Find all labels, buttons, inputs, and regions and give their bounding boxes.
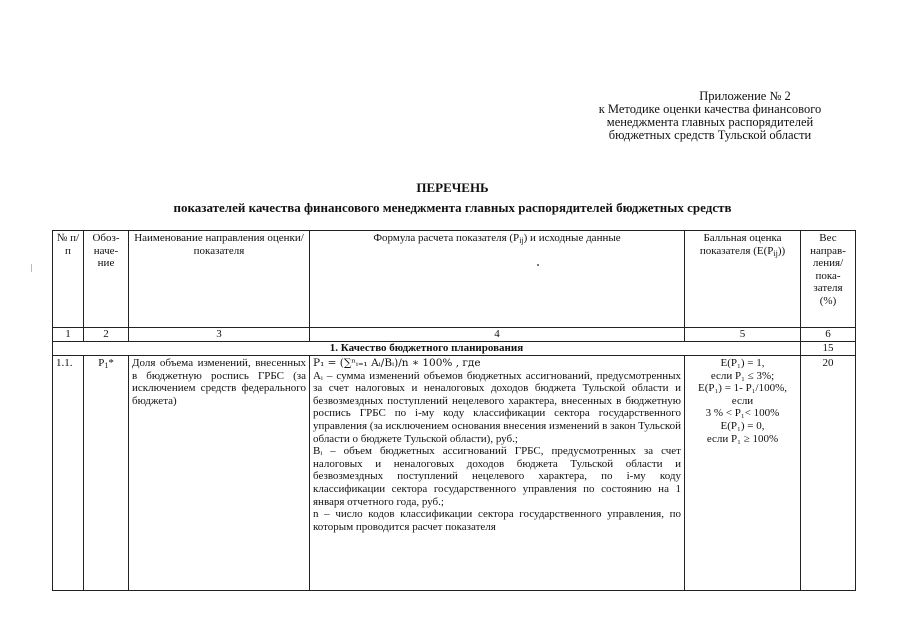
row-weight: 20 — [801, 356, 856, 591]
header-score — [685, 231, 801, 328]
row-code-letter: P — [98, 357, 105, 369]
score-line-1: E(P₁) = 1, — [720, 357, 765, 369]
row-a-definition: Aᵢ – сумма изменений объемов бюджетных ассигнований, предусмотренных за счет налоговых и неналоговых доходов бюджета Тульской области и безвозмездных поступлений нецелевого характера, внесенных в бюджетную роспись ГРБС по i-му коду классификации сектора государственного управления (за исключением основания внесения изменений в закон Тульской области о бюджете Тульской области), руб.; — [313, 369, 681, 445]
header-score-post: )) — [777, 244, 786, 257]
score-line-6: E(P₁) = 0, — [720, 419, 765, 432]
table-row — [53, 356, 856, 591]
column-number-1: 1 — [53, 328, 84, 342]
column-number-3: 3 — [129, 328, 310, 342]
document-subtitle: показателей качества финансового менеджмента главных распорядителей бюджетных средств — [173, 200, 732, 215]
scan-mark — [31, 264, 32, 272]
score-line-5: 3 % < P₁< 100% — [705, 407, 780, 420]
table-header-row — [53, 231, 856, 328]
scan-dot — [537, 264, 539, 266]
row-code-sub: 1 — [104, 361, 109, 370]
score-line-2: если P₁ ≤ 3%; — [710, 369, 775, 382]
row-formula-cell — [310, 356, 685, 591]
row-n-definition: n – число кодов классификации сектора государственного управления, по которым проводится расчет показателя — [313, 508, 681, 533]
header-formula-sub: ij — [519, 236, 524, 245]
column-number-6: 6 — [801, 328, 856, 342]
column-number-2: 2 — [84, 328, 129, 342]
row-score-cell — [685, 356, 801, 591]
row-code — [84, 356, 129, 591]
column-number-5: 5 — [685, 328, 801, 342]
appendix-block — [560, 90, 860, 142]
score-line-7: если P₁ ≥ 100% — [706, 432, 779, 445]
section-weight: 15 — [801, 342, 856, 356]
appendix-line-4: бюджетных средств Тульской области — [608, 128, 812, 142]
header-name: Наименование направления оценки/показателя — [129, 231, 310, 328]
section-row — [53, 342, 856, 356]
header-score-sub: ij — [773, 248, 778, 258]
row-b-definition: Bᵢ – объем бюджетных ассигнований ГРБС, предусмотренных за счет налоговых и неналоговых доходов бюджета Тульской области и безвозмездных поступлений нецелевого характера, по i-му коду классификации сектора государственного управления по состоянию на 1 января отчетного года, руб.; — [313, 445, 681, 508]
header-code: Обоз-наче-ние — [84, 231, 129, 328]
row-code-suffix: * — [108, 357, 114, 369]
header-score-pre: Балльная оценка показателя (E(P — [699, 232, 782, 257]
row-number: 1.1. — [53, 356, 84, 591]
header-formula — [310, 231, 685, 328]
section-title: 1. Качество бюджетного планирования — [53, 342, 801, 356]
appendix-line-2: к Методике оценки качества финансового — [598, 102, 822, 116]
column-number-4: 4 — [310, 328, 685, 342]
header-number: № п/п — [53, 231, 84, 328]
score-line-4: если — [731, 394, 754, 407]
row-indicator-name: Доля объема изменений, внесенных в бюджетную роспись ГРБС (за исключением средств федерального бюджета) — [129, 356, 310, 591]
column-numbers-row — [53, 328, 856, 342]
appendix-line-3: менеджмента главных распорядителей — [606, 115, 814, 129]
appendix-title: Приложение № 2 — [699, 89, 791, 103]
header-formula-pre: Формула расчета показателя (P — [373, 232, 520, 244]
document-title: ПЕРЕЧЕНЬ — [416, 180, 489, 195]
score-line-3: E(P₁) = 1- P₁/100%, — [697, 382, 788, 395]
row-formula: P₁ = (∑ⁿᵢ₌₁ Aᵢ/Bᵢ)/n ∗ 100% , где — [313, 357, 481, 369]
header-formula-post: ) и исходные данные — [523, 232, 621, 244]
header-weight: Вес направ-ления/ пока-зателя (%) — [801, 231, 856, 328]
indicators-table — [52, 230, 856, 591]
